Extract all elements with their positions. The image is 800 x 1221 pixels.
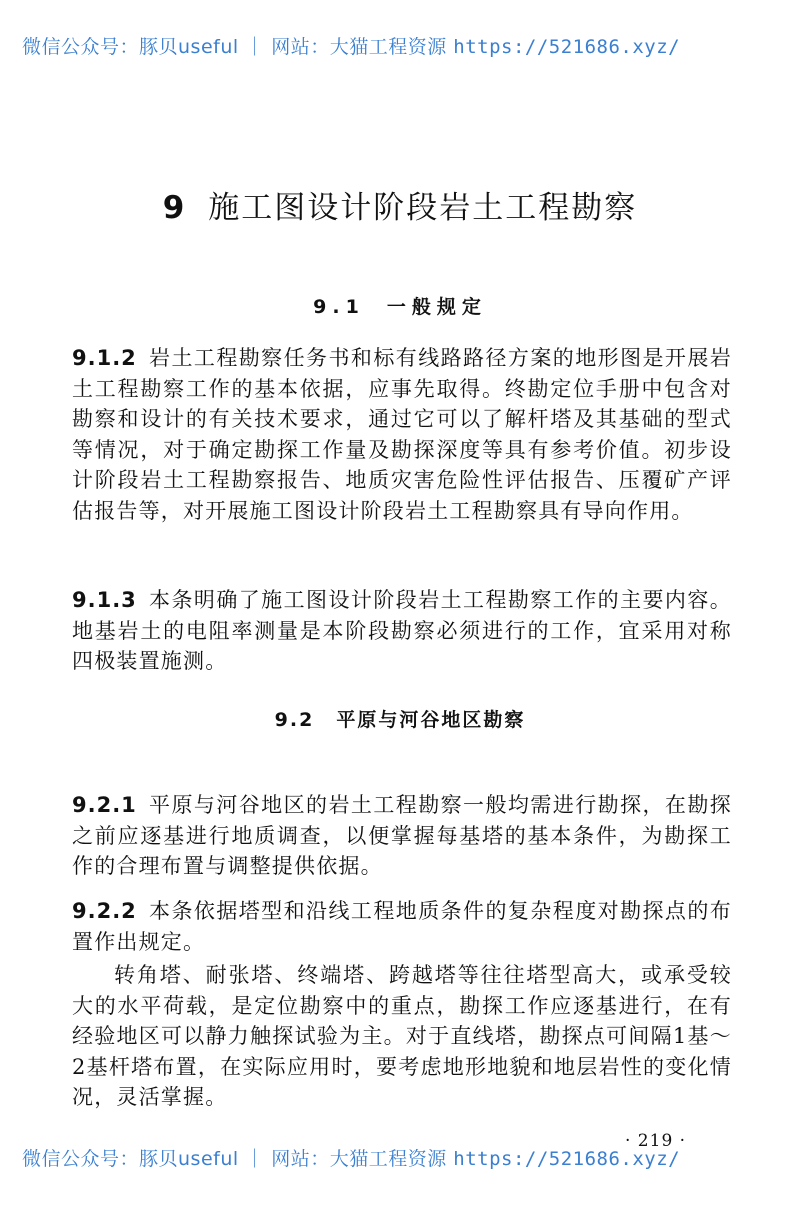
section-heading-9-2: [0, 705, 800, 732]
clause-9-1-3: [72, 585, 732, 677]
watermark-text: 微信公众号：豚贝useful ｜ 网站：大猫工程资源: [22, 36, 454, 58]
page-number: · 219 ·: [625, 1131, 687, 1151]
watermark-text: 微信公众号：豚贝useful ｜ 网站：大猫工程资源: [22, 1148, 454, 1170]
clause-9-2-2-continued: [72, 960, 732, 1113]
section-title-text: 一般规定: [386, 296, 487, 318]
clause-number: 9.2.2: [72, 899, 137, 923]
clause-9-2-2: [72, 896, 732, 957]
paragraph-text: 转角塔、耐张塔、终端塔、跨越塔等往往塔型高大，或承受较大的水平荷载，是定位勘察中的重点，勘探工作应逐基进行，在有经验地区可以静力触探试验为主。对于直线塔，勘探点可间隔1基～2基杆塔布置，在实际应用时，要考虑地形地貌和地层岩性的变化情况，灵活掌握。: [72, 963, 732, 1109]
clause-text: 平原与河谷地区的岩土工程勘察一般均需进行勘探，在勘探之前应逐基进行地质调查，以便掌握每基塔的基本条件，为勘探工作的合理布置与调整提供依据。: [72, 793, 732, 878]
chapter-title-text: 施工图设计阶段岩土工程勘察: [208, 190, 638, 226]
chapter-number: 9: [162, 190, 187, 226]
clause-text: 本条明确了施工图设计阶段岩土工程勘察工作的主要内容。地基岩土的电阻率测量是本阶段勘察必须进行的工作，宜采用对称四极装置施测。: [72, 588, 732, 673]
chapter-title: [0, 182, 800, 227]
clause-9-1-2: [72, 343, 732, 526]
clause-9-2-1: [72, 790, 732, 882]
clause-number: 9.1.2: [72, 346, 137, 370]
clause-number: 9.2.1: [72, 793, 137, 817]
clause-text: 岩土工程勘察任务书和标有线路路径方案的地形图是开展岩土工程勘察工作的基本依据，应事先取得。终勘定位手册中包含对勘察和设计的有关技术要求，通过它可以了解杆塔及其基础的型式等情况，对于确定勘探工作量及勘探深度等具有参考价值。初步设计阶段岩土工程勘察报告、地质灾害危险性评估报告、压覆矿产评估报告等，对开展施工图设计阶段岩土工程勘察具有导向作用。: [72, 346, 732, 523]
section-number: 9.1: [313, 296, 365, 318]
watermark-footer: [22, 1144, 792, 1171]
clause-text: 本条依据塔型和沿线工程地质条件的复杂程度对勘探点的布置作出规定。: [72, 899, 732, 954]
section-heading-9-1: [0, 292, 800, 319]
clause-number: 9.1.3: [72, 588, 137, 612]
watermark-url: https://521686.xyz/: [453, 36, 681, 58]
watermark-url: https://521686.xyz/: [453, 1148, 681, 1170]
watermark-header: [22, 32, 792, 59]
section-number: 9.2: [274, 709, 315, 731]
section-title-text: 平原与河谷地区勘察: [336, 709, 526, 731]
